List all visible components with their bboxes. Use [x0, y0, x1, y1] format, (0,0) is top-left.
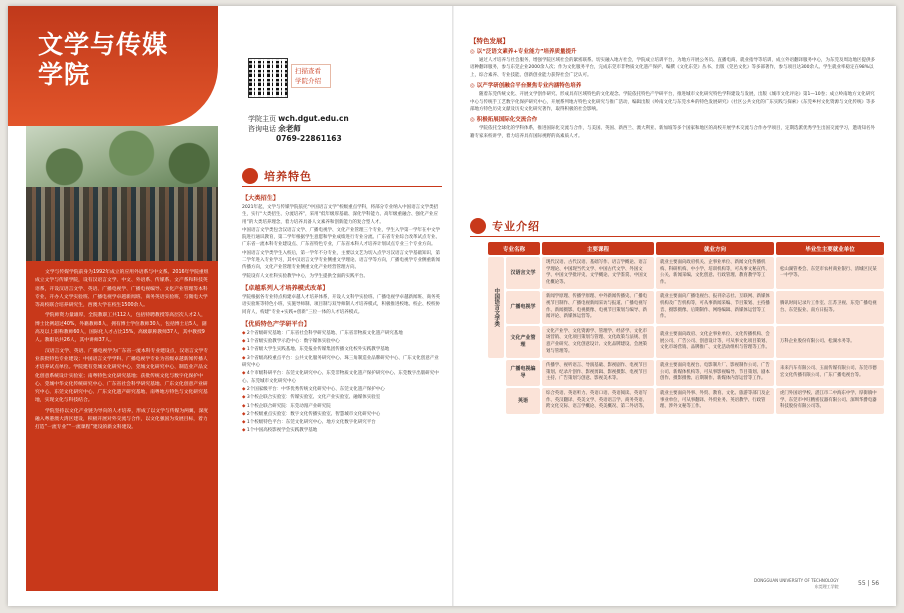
- group-spacer: [488, 360, 504, 386]
- major-name: 汉语言文学: [506, 257, 540, 289]
- sub-heading: ◎ 积极拓展国际化交流合作: [470, 117, 538, 124]
- list-item: ◆ 1个校企联合研究院：东莞动漫产业研究院: [242, 403, 442, 410]
- paragraph: 通过人才培养与社会服务，增强学院区域社会的紧密联系。切实融入地方社会，学院成立培训平台，为地方开展公务员、直播电商、就业指导等培训，成立外语翻译服务中心，为东莞及周边地区提供多语种翻译服务，参与东莞企业2000余人次；作为文化服务平台，完成东莞市非物质文化遗产保护、编撰《文化东莞》丛书、出版《莞邑文化》等多部著作，参与项目达300余人。学生就业率稳定在98%以上，综合素养、专业技能、创新创业能力获得社会广泛认可。: [470, 58, 875, 78]
- intro-paragraph: 学院坚持以文化产业链为导向的人才培养，形成了以文学与传媒为两翼，深度融入粤港澳大湾区建设，积极开展对外交流与合作，以文化强国为发展目标，着力打造“一流专业”“一流课程”建设的新文科建设。: [35, 408, 209, 431]
- employers-cell: 松山湖管委会、东莞市农村商业银行、清城区民某一中学等。: [776, 257, 884, 289]
- phone-number-row: [248, 134, 349, 144]
- major-name: 广播电视学: [506, 291, 540, 323]
- feature-paragraph: 中国语言文学类学生入校后，第一学年不分专业，主要以文艺为切入点学习汉语言文学基础知识，第二学年进入专业学习，其中汉语言文学专业侧重文学理论、语言学等方向，广播电视学专业侧重新闻传播方向，文化产业管理专业侧重文化产业经营管理方向。: [242, 250, 440, 271]
- footer-cn: 东莞理工学院: [814, 584, 839, 589]
- feature-paragraph: 中国语言文学类包含汉语言文学、广播电视学、文化产业管理三个专业，学生入学第一学年在中文学院进行通识教育，第二学年根据学生意愿和学业成绩进行专业分流。广东省专业综合改革试点专业、广东省一流本科专业建设点、广东省特色专业，广东省本科人才培养计划试点专业三个专业方向。: [242, 227, 440, 248]
- col-header-employers: 毕业生主要就业单位: [776, 242, 884, 255]
- list-item: ◆ 3个校企联合实验室：传媒实验室、文化产业实验室、融媒体实验室: [242, 394, 442, 401]
- feature-paragraph: 2021年起，文学与传媒学院依托“中国语言文学”校级重点学科，将部分专业纳入中国语言文学类招生，实行“大类招生、分流培养”，采用“低年级厚基础、深化学科能力、高年级重融合、强化产业应用”的大类培养理念，着力培养具备人文素养和创新能力的复合型人才。: [242, 205, 439, 225]
- table-row: [488, 388, 884, 414]
- special-development: [470, 36, 878, 140]
- title-banner: [8, 6, 218, 126]
- heading-dot-icon: [242, 168, 258, 184]
- major-name: 文化产业管理: [506, 326, 540, 358]
- list-item: ◆ 1个校级特色平台：东莞文化研究中心、地方文化数字化研究平台: [242, 419, 442, 426]
- footer-university: [754, 578, 839, 590]
- page-fold: [452, 6, 454, 606]
- employers-cell: 虎门外国语学校、湛江市二中海东中学、厚街镇中学、东莞市中旺精密仪器有限公司、深圳华爵电器科技股份有限公司等。: [776, 388, 884, 414]
- sub-heading: ◎ 以产学研创融合平台聚焦专业内涵特色培养: [470, 83, 582, 90]
- platform-list: [242, 330, 442, 435]
- college-intro: [26, 261, 218, 591]
- table-row: [488, 291, 884, 323]
- page-numbers: 55 | 56: [858, 580, 880, 587]
- employers-cell: 万科企业股份有限公司、松湖水务等。: [776, 326, 884, 358]
- list-item: ◆ 2个校级重点实验室：数字文化传播实验室、智慧城市文化研究中心: [242, 411, 442, 418]
- phone-number[interactable]: 0769-22861163: [276, 134, 342, 143]
- courses-cell: 新闻学原理、传播学原理、中外新闻传播史、广播电视节目制作、广播电视新闻采访与报道、广播电视写作、新闻摄影、电视摄像、电视节目策划与编导、新闻评论、新媒体运营等。: [542, 291, 654, 323]
- major-heading: [470, 218, 540, 234]
- intro-paragraph: 学院师资力量雄厚，全院教职工共112人，包括特聘教授等高层次人才2人，博士比例超过40%，外籍教师8人，拥有博士学位教师30人，包括博士后5人，副高及以上职称教师60人，国际化人才占比15%，高级职称教师37人，其中教授9人。教职员共26人，其中讲师37人。: [35, 313, 207, 344]
- table-header-row: [488, 242, 884, 255]
- brochure-spread: [8, 6, 896, 606]
- jobs-cell: 就业主要面向广播电视台、报刊杂志社、互联网、新媒体机构及广告机构等，可从事新闻采编、节目策划、主持播音、摄影摄像、后期制作、网络编辑、新媒体运营等工作。: [656, 291, 774, 323]
- contact-info: [248, 114, 349, 144]
- major-name: 广播电视编导: [506, 360, 540, 386]
- list-item: ◆ 1个中国高校影视学会实践教学基地: [242, 427, 442, 434]
- courses-cell: 现代汉语、古代汉语、基础写作、语言学概论、语言学理论、中国现当代文学、中国古代文学、外国文学、中国文学批评史、文学概论、文学鉴赏、中国文化概论等。: [542, 257, 654, 289]
- heading-dot-icon: [470, 218, 486, 234]
- heading-divider: [470, 236, 880, 237]
- employers-cell: 腾讯时间记录片工作室、江苏卫视、东莞广播电视台、东莞报业、南方日报等。: [776, 291, 884, 323]
- list-item: ◆ 1个省级大学生实践基地、东莞报业传媒集团传播文化校外实践教学基地: [242, 346, 442, 353]
- table-row: [488, 326, 884, 358]
- photo-trees: [26, 126, 218, 194]
- features-heading: [242, 168, 312, 184]
- sub-heading: 【卓越系列人才培养模式改革】: [242, 284, 329, 292]
- list-item: ◆ 2个国家级平台：中华优秀传统文化研究中心、东莞文化遗产保护中心: [242, 386, 442, 393]
- heading-divider: [242, 186, 442, 187]
- features-heading-text: 培养特色: [264, 170, 312, 183]
- major-name: 英语: [506, 388, 540, 414]
- phone-person: 余老师: [278, 124, 301, 133]
- footer-en: DONGGUAN UNIVERSITY OF TECHNOLOGY: [754, 578, 839, 583]
- page-title: [38, 30, 168, 90]
- website-row: [248, 114, 349, 124]
- paragraph: 学院依托全球化的学科体系，推进国际化交流与合作，与美国、英国、新西兰、澳大利亚、新加坡等多个国家和地区的高校开展学术交流与合作办学项目，定期选派优秀学生出国交流学习，邀请知名外籍专家来校讲学，着力培养具有国际视野的高素质人才。: [470, 126, 875, 139]
- sub-heading: 【优质特色产学研平台】: [242, 320, 311, 328]
- courses-cell: 文化产业学、文化资源学、管理学、经济学、文化市场营销、文化项目策划与管理、文化政策与法规、创意产业研究、文化创意设计、文化品牌建设、会展策划与管理等。: [542, 326, 654, 358]
- group-label: 中国语言文学类: [488, 257, 504, 358]
- majors-table: [486, 240, 886, 416]
- features-column: [242, 190, 442, 436]
- jobs-cell: 就业主要面向政府机关、企事业单位、新闻文化传播机构、科研机构、中小学、培训机构等，可从事文秘宣传、公关、新闻采编、文化创意、行政管理、教育教学等工作。: [656, 257, 774, 289]
- website-link[interactable]: wch.dgut.edu.cn: [278, 114, 349, 123]
- list-item: ◆ 1个省级实验教学示范中心：数字媒体实验中心: [242, 338, 442, 345]
- sub-heading: 【大类招生】: [242, 195, 280, 202]
- section-heading: 【特色发展】: [470, 37, 509, 45]
- list-item: ◆ 3个省级高校重点平台：公共文化服务研究中心、珠三角制造业品牌研究中心、广东文化创意产业研究中心: [242, 355, 442, 370]
- table-row: [488, 257, 884, 289]
- group-spacer: [488, 388, 504, 414]
- phone-row: [248, 124, 349, 134]
- courses-cell: 综合英语、英语听力、英语口语、英语阅读、英语写作、英汉翻译、英美文学、英语语言学、商务英语、跨文化交际、语言学概论、英美概况、第二外语等。: [542, 388, 654, 414]
- jobs-cell: 就业主要面向电视台、电影制片厂、影视制作公司、广告公司、新媒体机构等，可从事影视编导、节目策划、剧本创作、摄影摄像、后期制作、新媒体内容运营等工作。: [656, 360, 774, 386]
- feature-paragraph: 学院设有人文社科实验教学中心，为学生提供全面的实践平台。: [242, 273, 368, 279]
- website-label: 学院主页: [248, 115, 276, 123]
- jobs-cell: 就业主要面向政府、文化企事业单位、文化传播机构、会展公司、广告公司、创意设计等，可从事文化项目策划、文化市场营销、品牌推广、文化活动组织与管理等工作。: [656, 326, 774, 358]
- col-header-major: 专业名称: [488, 242, 540, 255]
- table-row: [488, 360, 884, 386]
- courses-cell: 传播学、视听语言、导演基础、影视剧作、电视节目策划、纪录片创作、影视剪辑、影视摄影、电视节目主持、广告策划与创意、影视美术等。: [542, 360, 654, 386]
- paragraph: 随着东莞传统文化、开展文学创作研究、形成具有区域特色的文化观念。学院依托特色产学研平台，推进城市文化研究特色学科建设与发展，出版《城市文化评论》第1—10卷；成立岭南地方文化研究中心与传统手工艺数字化保护研究中心，开展系列地方特色文化研究与推广活动，编辑出版《岭南文化与东莞水乡的特色发展研究》《社区公共文化的广东实践与探索》《东莞乡村文化资源与文化传统》等多部地方特色历史文献及历史文化研究著作，取得积极的社会影响。: [470, 92, 875, 113]
- title-line-1: 文学与传媒: [38, 30, 169, 59]
- title-line-2: 学院: [38, 60, 91, 89]
- major-heading-text: 专业介绍: [492, 220, 540, 233]
- col-header-jobs: 就业方向: [656, 242, 774, 255]
- photo-crowd: [26, 187, 218, 261]
- list-item: ◆ 2个省级研究基地：广东省社会科学研究基地、广东省非物质文化遗产研究基地: [242, 330, 442, 337]
- qr-label: 扫描查看学院介绍: [291, 64, 331, 88]
- feature-paragraph: 学院根据各专业特点构建卓越人才培养体系，开设人文科学实验班、广播电视学卓越新闻班、商务英语实验班等特色小班，实施导师制、项目制与双导师制人才培养模式，积极推进校地、校企、校校协同育人，构建“专业+实践+创新”三位一体的人才培养模式。: [242, 294, 440, 315]
- intro-paragraph: 文学与传媒学院前身为1992年成立的应用外语系与中文系。2016年学院重组成立文学与传媒学院，设有汉语言文学、中文、外语系、传媒系、文产系和科技英语系，开设汉语言文学、英语、广播电视学、广播电视编导、文化产业管理等本科专业，开办人文学实验班、广播电视学卓越新闻班、商务英语实验班，与微电大学等高校联合培养研究生，西澳大学在校生1500余人。: [35, 270, 209, 309]
- intro-paragraph: 汉语言文学、英语、广播电视学为广东省一流本科专业建设点，汉语言文学专业获批特色专业建设；中国语言文学学科、广播电视学专业为省级卓越新闻传播人才培养试点单位。学院建有莞城文化研究中心，莞城文化研究中心、制造业产品文化创意系统设计实验室；南粤特色文化研究基地；获批传统文化与数字化保护中心、莞城中华文化传统研究中心、广东省社会科学研究基地、广东文化创意产业研究中心、东莞文化研究中心、广东文化遗产研究基地、南粤地方特色与文化研究基地，实现文化与科技结合。: [35, 348, 209, 404]
- list-item: ◆ 4个市级科研平台：东莞文化研究中心、东莞非物质文化遗产保护研究中心、东莞数字出版研究中心、东莞城市文化研究中心: [242, 370, 442, 385]
- sub-heading: ◎ 以“泛语文素养+专业能力”培养质量提升: [470, 49, 577, 55]
- jobs-cell: 就业主要面向外事、外贸、教育、文化、旅游等部门及企事业单位，可从事翻译、外贸业务、英语教学、行政管理、涉外文秘等工作。: [656, 388, 774, 414]
- employers-cell: 耒来汽车有限公司、玉面传媒有限公司、东莞市德宏文化传播有限公司、广东广播电视台等。: [776, 360, 884, 386]
- qr-code-icon[interactable]: [248, 58, 288, 98]
- col-header-courses: 主要课程: [542, 242, 654, 255]
- phone-label: 咨询电话: [248, 125, 276, 133]
- group-photo: [26, 126, 218, 261]
